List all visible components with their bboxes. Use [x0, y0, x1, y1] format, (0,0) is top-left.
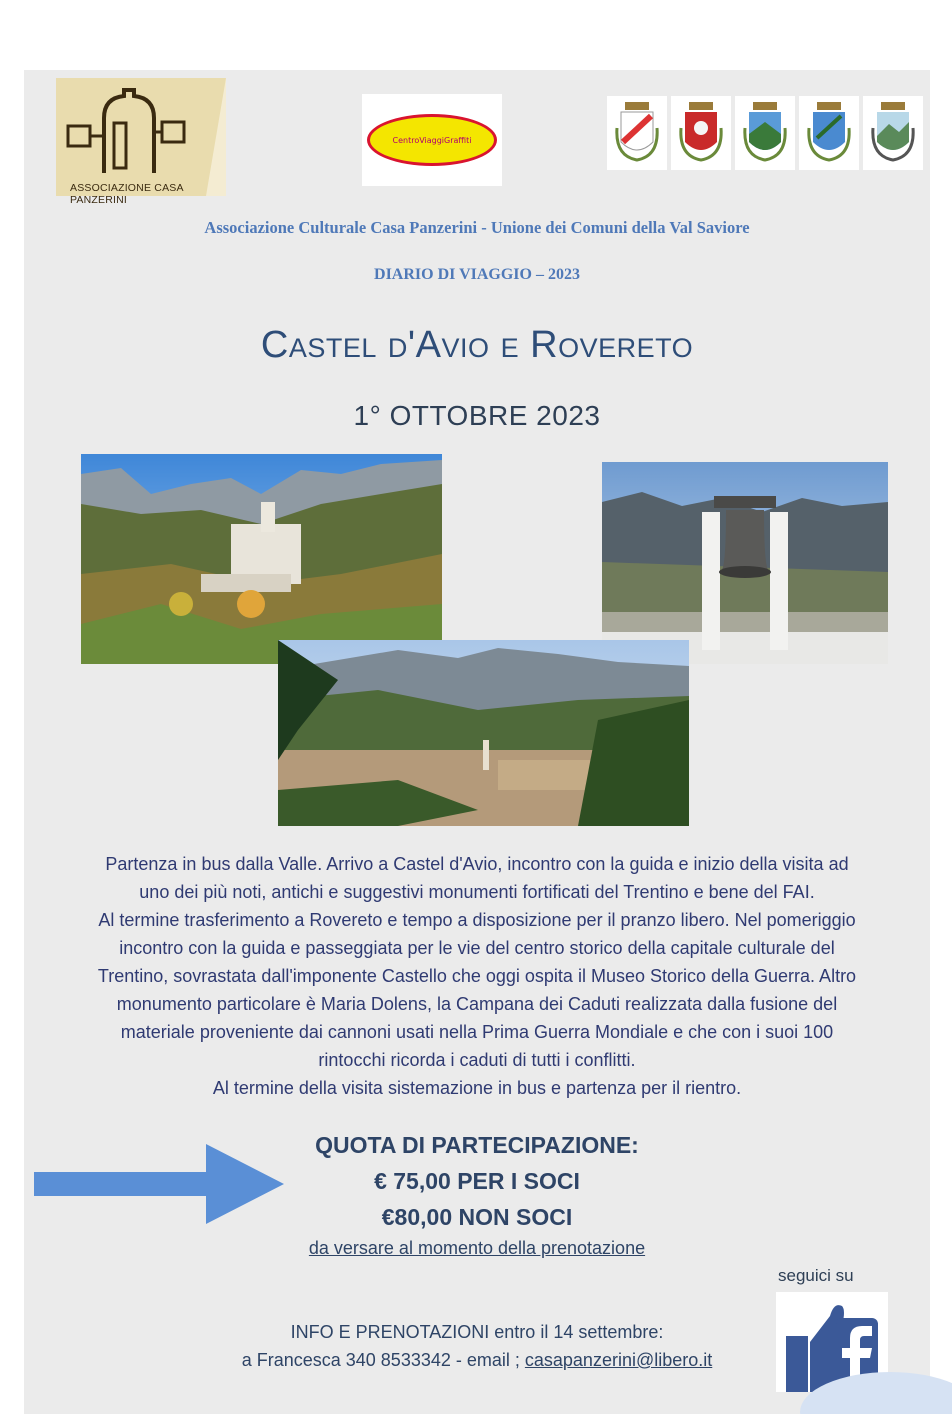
association-logo-text: ASSOCIAZIONE CASA PANZERINI: [70, 182, 184, 206]
info-reservations: INFO E PRENOTAZIONI entro il 14 settembre:: [290, 1322, 664, 1342]
description-line: Al termine della visita sistemazione in bus e partenza per il rientro.: [212, 1078, 742, 1098]
contact-phone: a Francesca 340 8533342 - email ;: [241, 1350, 525, 1370]
header-diary: DIARIO DI VIAGGIO – 2023: [374, 266, 580, 283]
description-line: Partenza in bus dalla Valle. Arrivo a Castel d'Avio, incontro con la guida e inizio della visita ad: [105, 854, 849, 874]
header-organizers: Associazione Culturale Casa Panzerini - Unione dei Comuni della Val Saviore: [204, 218, 750, 237]
email-link[interactable]: casapanzerini@libero.it: [524, 1350, 713, 1370]
crest-2-icon: [671, 96, 731, 170]
follow-us-label: seguici su: [778, 1266, 854, 1285]
partner-logo: [362, 94, 502, 186]
description-line: incontro con la guida e passeggiata per le vie del centro storico della capitale culturale del: [119, 938, 835, 958]
municipal-crests: [607, 96, 925, 170]
castel-avio-photo: [81, 454, 442, 664]
description-line: Trentino, sovrastata dall'imponente Castello che oggi ospita il Museo Storico della Guerra. Altro: [97, 966, 857, 986]
price-non-members: €80,00 NON SOCI: [381, 1204, 573, 1230]
rovereto-photo: [278, 640, 689, 826]
crest-5-icon: [863, 96, 923, 170]
description-line: Al termine trasferimento a Rovereto e tempo a disposizione per il pranzo libero. Nel pomeriggio: [98, 910, 856, 930]
partner-logo-text: CentroViaggiGraffiti: [392, 135, 472, 145]
payment-note: da versare al momento della prenotazione: [308, 1238, 646, 1258]
price-members: € 75,00 PER I SOCI: [374, 1168, 580, 1194]
crest-3-icon: [735, 96, 795, 170]
association-logo: [56, 78, 226, 206]
contact-line: [24, 1350, 930, 1371]
flyer-page: [24, 70, 930, 1414]
quota-heading: QUOTA DI PARTECIPAZIONE:: [315, 1132, 639, 1158]
page-title: Castel d'Avio e Rovereto: [260, 324, 694, 366]
description-line: rintocchi ricorda i caduti di tutti i conflitti.: [318, 1050, 636, 1070]
bell-photo: [602, 462, 888, 664]
description-line: monumento particolare è Maria Dolens, la Campana dei Caduti realizzata dalla fusione del: [116, 994, 838, 1014]
trip-description: [24, 850, 930, 1102]
description-line: uno dei più noti, antichi e suggestivi monumenti fortificati del Trentino e bene del FAI.: [139, 882, 815, 902]
crest-1-icon: [607, 96, 667, 170]
description-line: materiale proveniente dai cannoni usati nella Prima Guerra Mondiale e che con i suoi 100: [120, 1022, 834, 1042]
crest-4-icon: [799, 96, 859, 170]
event-date: 1° OTTOBRE 2023: [353, 400, 601, 431]
